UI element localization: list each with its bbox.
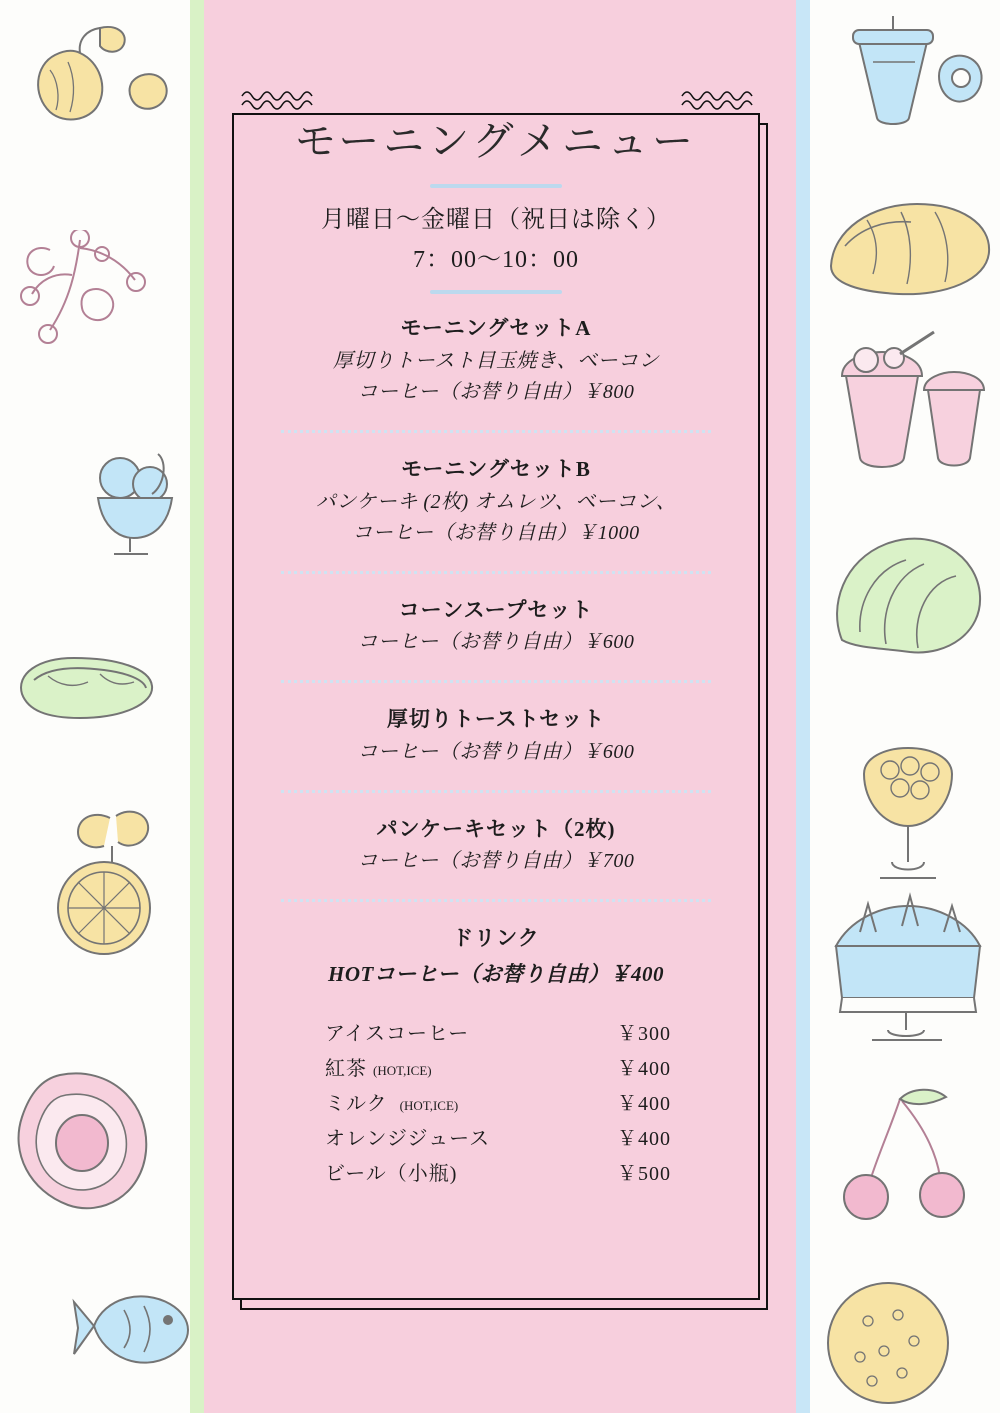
drink-label: 紅茶 — [325, 1058, 367, 1081]
dotted-divider — [281, 430, 711, 433]
avocado-doodle-icon — [0, 1055, 175, 1225]
item-desc-line1: コーヒー（お替り自由）￥700 — [357, 850, 635, 873]
coffee-cup-doodle-icon — [815, 14, 990, 134]
item-desc-line1: コーヒー（お替り自由）￥600 — [357, 631, 635, 654]
fish-doodle-icon — [70, 1270, 210, 1380]
item-name: 厚切りトーストセット — [386, 707, 606, 732]
drinks-heading: ドリンク — [452, 926, 540, 951]
drinks-table — [311, 1014, 681, 1189]
drink-name — [311, 1154, 584, 1189]
dotted-divider — [281, 899, 711, 902]
dotted-divider — [281, 790, 711, 793]
item-desc-line1: 厚切りトースト目玉焼き、ベーコン — [332, 349, 660, 372]
drink-label: オレンジジュース — [325, 1128, 491, 1151]
drink-label: ミルク — [325, 1093, 388, 1116]
dotted-divider — [281, 680, 711, 683]
drink-price: ￥500 — [617, 1163, 671, 1186]
table-row — [311, 1154, 681, 1189]
drink-label: ビール（小瓶) — [325, 1163, 458, 1186]
grape-glass-doodle-icon — [820, 740, 990, 900]
drink-price: ￥400 — [617, 1128, 671, 1151]
menu-item — [252, 312, 740, 408]
right-blue-stripe — [796, 0, 810, 1413]
table-row — [311, 1014, 681, 1049]
item-desc-line2: コーヒー（お替り自由）￥800 — [357, 380, 635, 403]
milkshake-doodle-icon — [816, 330, 986, 480]
menu-item — [252, 813, 740, 878]
item-desc-line1: コーヒー（お替り自由）￥600 — [357, 740, 635, 763]
menu-item — [252, 703, 740, 768]
item-desc-line2: コーヒー（お替り自由）￥1000 — [352, 521, 640, 544]
item-name: コーンスープセット — [398, 597, 594, 622]
item-name: パンケーキセット（2枚) — [376, 816, 616, 841]
eclair-doodle-icon — [4, 640, 164, 730]
lemon-doodle-icon — [30, 800, 190, 965]
ice-cream-bowl-doodle-icon — [72, 440, 202, 570]
divider-second — [430, 290, 562, 294]
business-days: 月曜日〜金曜日（祝日は除く） — [321, 207, 671, 234]
croissant-doodle-icon — [814, 520, 994, 670]
menu-content — [232, 113, 760, 1300]
table-row — [311, 1049, 681, 1084]
cherry-doodle-icon — [830, 1085, 990, 1235]
drink-price: ￥300 — [617, 1023, 671, 1046]
table-row — [311, 1084, 681, 1119]
drink-label: アイスコーヒー — [325, 1023, 470, 1046]
drink-name — [311, 1014, 584, 1049]
melon-doodle-icon — [810, 1265, 970, 1413]
drink-price: ￥400 — [617, 1058, 671, 1081]
item-name: モーニングセットB — [401, 456, 591, 481]
cake-stand-doodle-icon — [810, 880, 1000, 1050]
business-hours: 7：00〜10：00 — [413, 247, 579, 274]
menu-card — [232, 113, 768, 1310]
item-desc-line1: パンケーキ (2枚) オムレツ、ベーコン、 — [315, 490, 677, 513]
drink-name — [311, 1084, 584, 1119]
divider-top — [430, 184, 562, 188]
item-name: モーニングセットA — [400, 316, 592, 341]
drink-note: (HOT,ICE) — [399, 1098, 459, 1114]
drink-price: ￥400 — [617, 1093, 671, 1116]
bread-loaf-doodle-icon — [815, 180, 1000, 310]
menu-title: モーニングメニュー — [294, 117, 698, 165]
berry-branch-doodle-icon — [10, 230, 175, 360]
dotted-divider — [281, 571, 711, 574]
menu-item — [252, 453, 740, 549]
left-green-stripe — [190, 0, 204, 1413]
drink-name — [311, 1049, 584, 1084]
drink-name — [311, 1119, 584, 1154]
drinks-feature: HOTコーヒー（お替り自由）￥400 — [328, 962, 664, 987]
menu-item — [252, 594, 740, 659]
apple-doodle-icon — [20, 20, 170, 130]
table-row — [311, 1119, 681, 1154]
drink-note: (HOT,ICE) — [373, 1063, 432, 1079]
